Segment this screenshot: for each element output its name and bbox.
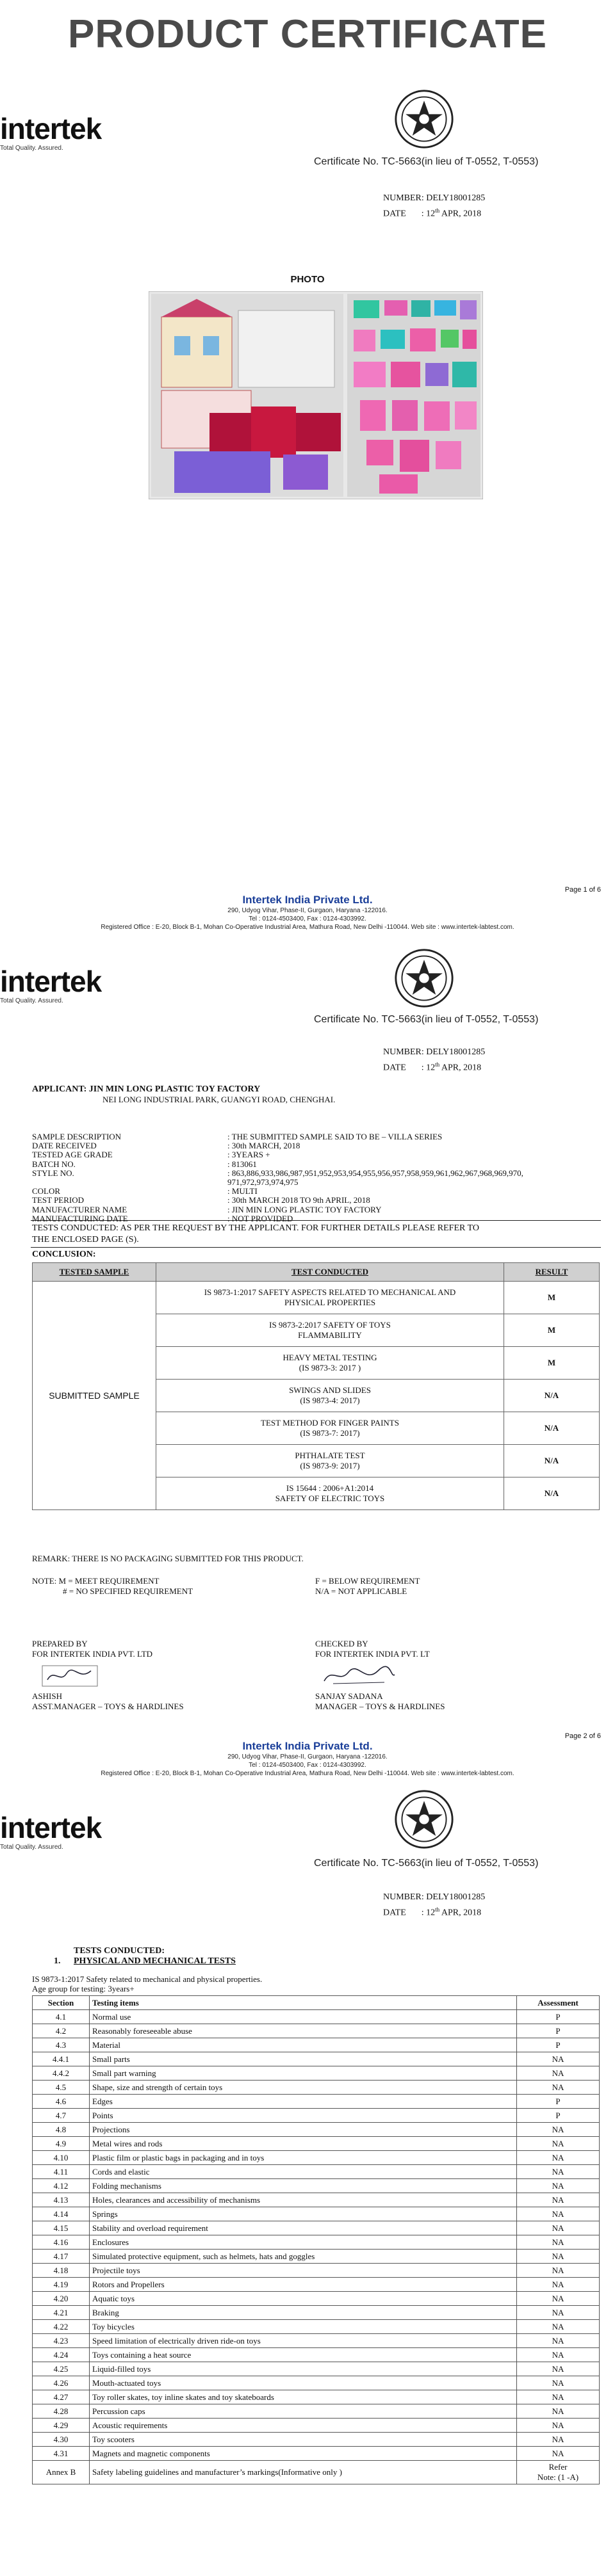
detail-value: : 863,886,933,986,987,951,952,953,954,955,956,957,958,959,961,962,967,968,969,970, <box>227 1168 523 1178</box>
assessment-cell: NA <box>517 2278 600 2292</box>
testing-item-cell: Holes, clearances and accessibility of mechanisms <box>90 2193 517 2207</box>
table-row <box>33 2024 600 2038</box>
section-cell: 4.23 <box>33 2334 90 2348</box>
table-row <box>33 2179 600 2193</box>
section-cell: 4.2 <box>33 2024 90 2038</box>
divider <box>31 1247 601 1248</box>
section-cell: 4.5 <box>33 2081 90 2095</box>
assessment-cell: NA <box>517 2066 600 2081</box>
footer: Intertek India Private Ltd. 290, Udyog Vihar, Phase-II, Gurgaon, Haryana -122016. Tel : 0124-4503400, Fax : 0124-4303992. Registered Office : E-20, Block B-1, Mohan Co-Operative Industrial Area, Mathura Road, New Delhi -110044. Web site : www.intertek-labtest.com. <box>101 894 514 931</box>
conclusion-row <box>33 1282 600 1314</box>
remark: REMARK: THERE IS NO PACKAGING SUBMITTED FOR THIS PRODUCT. <box>32 1554 304 1563</box>
table-row <box>33 2447 600 2461</box>
testing-item-cell: Speed limitation of electrically driven ride-on toys <box>90 2334 517 2348</box>
testing-item-cell: Percussion caps <box>90 2404 517 2419</box>
testing-item-cell: Projectile toys <box>90 2264 517 2278</box>
testing-item-cell: Plastic film or plastic bags in packaging and in toys <box>90 2151 517 2165</box>
assessment-cell: P <box>517 2024 600 2038</box>
table-row <box>33 2066 600 2081</box>
checked-signer: SANJAY SADANA MANAGER – TOYS & HARDLINES <box>315 1691 445 1711</box>
table-row <box>33 2109 600 2123</box>
testing-item-cell: Acoustic requirements <box>90 2419 517 2433</box>
number-line: NUMBER: DELY18001285 <box>383 1047 486 1057</box>
detail-value: : THE SUBMITTED SAMPLE SAID TO BE – VILLA SERIES <box>227 1132 443 1141</box>
divider <box>31 1220 601 1221</box>
testing-item-cell: Toy roller skates, toy inline skates and toy skateboards <box>90 2390 517 2404</box>
table-row <box>33 2390 600 2404</box>
checked-by: CHECKED BY FOR INTERTEK INDIA PVT. LT <box>315 1639 430 1659</box>
header-test-conducted: TEST CONDUCTED <box>156 1263 504 1282</box>
age-group: Age group for testing: 3years+ <box>32 1984 135 1993</box>
detail-label: TESTED AGE GRADE <box>32 1150 113 1160</box>
assessment-cell: NA <box>517 2348 600 2362</box>
testing-item-cell: Stability and overload requirement <box>90 2221 517 2235</box>
detail-value: : 30th MARCH, 2018 <box>227 1141 300 1151</box>
header-section: Section <box>33 1996 90 2010</box>
table-row <box>33 2165 600 2179</box>
assessment-cell: NA <box>517 2207 600 2221</box>
assessment-cell: NA <box>517 2193 600 2207</box>
detail-value: : 30th MARCH 2018 TO 9th APRIL, 2018 <box>227 1195 370 1205</box>
result-cell: M <box>504 1314 600 1347</box>
test-conducted-cell: PHTHALATE TEST (IS 9873-9: 2017) <box>156 1445 504 1477</box>
detail-label: COLOR <box>32 1186 61 1196</box>
applicant-address: NEI LONG INDUSTRIAL PARK, GUANGYI ROAD, CHENGHAI. <box>102 1095 336 1104</box>
testing-item-cell: Points <box>90 2109 517 2123</box>
table-row <box>33 2433 600 2447</box>
section-cell: 4.10 <box>33 2151 90 2165</box>
tests-conducted-note: TESTS CONDUCTED: AS PER THE REQUEST BY THE APPLICANT. FOR FURTHER DETAILS PLEASE REFER TO THE ENCLOSED PAGE (S). <box>32 1223 479 1244</box>
testing-item-cell: Small part warning <box>90 2066 517 2081</box>
section-cell: 4.31 <box>33 2447 90 2461</box>
signature-prepared <box>41 1664 99 1687</box>
assessment-cell: NA <box>517 2221 600 2235</box>
section-cell: 4.17 <box>33 2250 90 2264</box>
section-cell: 4.4.2 <box>33 2066 90 2081</box>
section-cell: 4.22 <box>33 2320 90 2334</box>
assessment-cell: NA <box>517 2419 600 2433</box>
assessment-cell: NA <box>517 2433 600 2447</box>
assessment-cell: NA <box>517 2404 600 2419</box>
mechanical-tests-table <box>32 1995 600 2484</box>
section-cell: 4.19 <box>33 2278 90 2292</box>
assessment-cell: NA <box>517 2306 600 2320</box>
testing-item-cell: Shape, size and strength of certain toys <box>90 2081 517 2095</box>
testing-item-cell: Metal wires and rods <box>90 2137 517 2151</box>
assessment-cell: NA <box>517 2151 600 2165</box>
certificate-number: Certificate No. TC-5663(in lieu of T-0552, T-0553) <box>314 156 539 167</box>
section-cell: 4.26 <box>33 2376 90 2390</box>
section-cell: 4.27 <box>33 2390 90 2404</box>
assessment-cell: NA <box>517 2334 600 2348</box>
testing-item-cell: Rotors and Propellers <box>90 2278 517 2292</box>
footer: Intertek India Private Ltd. 290, Udyog Vihar, Phase-II, Gurgaon, Haryana -122016. Tel : 0124-4503400, Fax : 0124-4303992. Registered Office : E-20, Block B-1, Mohan Co-Operative Industrial Area, Mathura Road, New Delhi -110044. Web site : www.intertek-labtest.com. <box>101 1740 514 1777</box>
assessment-cell: NA <box>517 2137 600 2151</box>
assessment-cell: NA <box>517 2264 600 2278</box>
assessment-cell: NA <box>517 2235 600 2250</box>
test-conducted-cell: IS 9873-2:2017 SAFETY OF TOYS FLAMMABILITY <box>156 1314 504 1347</box>
section-cell: 4.13 <box>33 2193 90 2207</box>
table-row <box>33 2095 600 2109</box>
section-cell: 4.15 <box>33 2221 90 2235</box>
header-tested-sample: TESTED SAMPLE <box>33 1263 156 1282</box>
assessment-cell: NA <box>517 2081 600 2095</box>
table-row <box>33 2038 600 2052</box>
assessment-cell: P <box>517 2038 600 2052</box>
certification-seal-icon <box>393 88 455 150</box>
table-row <box>33 2081 600 2095</box>
detail-label: DATE RECEIVED <box>32 1141 97 1151</box>
table-row <box>33 2334 600 2348</box>
number-line: NUMBER: DELY18001285 <box>383 193 486 203</box>
result-cell: N/A <box>504 1412 600 1445</box>
table-row <box>33 2221 600 2235</box>
assessment-cell: NA <box>517 2320 600 2334</box>
test-conducted-cell: SWINGS AND SLIDES (IS 9873-4: 2017) <box>156 1380 504 1412</box>
section-cell: 4.7 <box>33 2109 90 2123</box>
detail-value: : 813061 <box>227 1159 257 1169</box>
result-cell: N/A <box>504 1477 600 1510</box>
testing-item-cell: Edges <box>90 2095 517 2109</box>
testing-item-cell: Small parts <box>90 2052 517 2066</box>
detail-value: : NOT PROVIDED <box>227 1213 293 1223</box>
assessment-cell: P <box>517 2109 600 2123</box>
assessment-cell: NA <box>517 2447 600 2461</box>
assessment-cell: NA <box>517 2390 600 2404</box>
assessment-cell: P <box>517 2095 600 2109</box>
table-row <box>33 2306 600 2320</box>
result-cell: M <box>504 1347 600 1380</box>
section-cell: 4.8 <box>33 2123 90 2137</box>
annex-row <box>33 2461 600 2484</box>
conclusion-table <box>32 1262 600 1510</box>
section-cell: 4.6 <box>33 2095 90 2109</box>
assessment-cell: NA <box>517 2179 600 2193</box>
standard-intro: IS 9873-1:2017 Safety related to mechanical and physical properties. <box>32 1974 263 1984</box>
photo-label: PHOTO <box>290 274 325 285</box>
test-conducted-cell: IS 15644 : 2006+A1:2014 SAFETY OF ELECTRIC TOYS <box>156 1477 504 1510</box>
page-number: Page 2 of 6 <box>564 1732 601 1740</box>
testing-item-cell: Folding mechanisms <box>90 2179 517 2193</box>
section-cell: 4.4.1 <box>33 2052 90 2066</box>
section-cell: 4.1 <box>33 2010 90 2024</box>
conclusion-label: CONCLUSION: <box>32 1250 96 1259</box>
testing-item-cell: Reasonably foreseeable abuse <box>90 2024 517 2038</box>
date-line: DATE : 12th APR, 2018 <box>383 207 482 219</box>
test-conducted-cell: TEST METHOD FOR FINGER PAINTS (IS 9873-7: 2017) <box>156 1412 504 1445</box>
section-cell: 4.25 <box>33 2362 90 2376</box>
table-row <box>33 2404 600 2419</box>
assessment-cell: P <box>517 2010 600 2024</box>
header-assessment: Assessment <box>517 1996 600 2010</box>
testing-item-cell: Springs <box>90 2207 517 2221</box>
table-row <box>33 2419 600 2433</box>
detail-label: BATCH NO. <box>32 1159 76 1169</box>
detail-value: : MULTI <box>227 1186 258 1196</box>
section-cell: 4.12 <box>33 2179 90 2193</box>
detail-label: MANUFACTURING DATE <box>32 1213 128 1223</box>
note-na: N/A = NOT APPLICABLE <box>315 1586 407 1596</box>
certification-seal-icon <box>393 947 455 1009</box>
assessment-cell: NA <box>517 2052 600 2066</box>
intertek-logo: intertek Total Quality. Assured. <box>0 112 102 152</box>
table-row <box>33 2376 600 2390</box>
table-row <box>33 2292 600 2306</box>
page-number: Page 1 of 6 <box>564 886 601 894</box>
test-conducted-cell: IS 9873-1:2017 SAFETY ASPECTS RELATED TO MECHANICAL AND PHYSICAL PROPERTIES <box>156 1282 504 1314</box>
section-cell: 4.9 <box>33 2137 90 2151</box>
section-cell: 4.20 <box>33 2292 90 2306</box>
number-line: NUMBER: DELY18001285 <box>383 1892 486 1902</box>
date-line: DATE : 12th APR, 2018 <box>383 1906 482 1918</box>
assessment-cell: NA <box>517 2376 600 2390</box>
result-cell: N/A <box>504 1380 600 1412</box>
testing-item-cell: Material <box>90 2038 517 2052</box>
note-no-spec: # = NO SPECIFIED REQUIREMENT <box>63 1586 193 1596</box>
section-number: 1. <box>54 1956 61 1966</box>
note-meet: NOTE: M = MEET REQUIREMENT <box>32 1576 160 1586</box>
detail-label: MANUFACTURER NAME <box>32 1204 127 1214</box>
testing-item-cell: Mouth-actuated toys <box>90 2376 517 2390</box>
table-row <box>33 2278 600 2292</box>
detail-label: TEST PERIOD <box>32 1195 85 1205</box>
header-result: RESULT <box>504 1263 600 1282</box>
section-cell: 4.18 <box>33 2264 90 2278</box>
signature-checked <box>320 1664 397 1687</box>
section-cell: 4.11 <box>33 2165 90 2179</box>
header-testing-items: Testing items <box>90 1996 517 2010</box>
testing-item-cell: Simulated protective equipment, such as helmets, hats and goggles <box>90 2250 517 2264</box>
certification-seal-icon <box>393 1789 455 1850</box>
assessment-cell: NA <box>517 2362 600 2376</box>
table-row <box>33 2052 600 2066</box>
section-cell: Annex B <box>33 2461 90 2484</box>
assessment-cell: Refer Note: (1 -A) <box>517 2461 600 2484</box>
assessment-cell: NA <box>517 2123 600 2137</box>
testing-item-cell: Projections <box>90 2123 517 2137</box>
prepared-by: PREPARED BY FOR INTERTEK INDIA PVT. LTD <box>32 1639 153 1659</box>
section-cell: 4.24 <box>33 2348 90 2362</box>
section-cell: 4.29 <box>33 2419 90 2433</box>
intertek-logo: intertek Total Quality. Assured. <box>0 965 102 1004</box>
certificate-number: Certificate No. TC-5663(in lieu of T-0552, T-0553) <box>314 1858 539 1869</box>
section-cell: 4.28 <box>33 2404 90 2419</box>
testing-item-cell: Toy bicycles <box>90 2320 517 2334</box>
assessment-cell: NA <box>517 2250 600 2264</box>
applicant-name: APPLICANT: JIN MIN LONG PLASTIC TOY FACTORY <box>32 1084 261 1094</box>
testing-item-cell: Safety labeling guidelines and manufacturer’s markings(Informative only ) <box>90 2461 517 2484</box>
section-cell: 4.30 <box>33 2433 90 2447</box>
table-row <box>33 2362 600 2376</box>
testing-item-cell: Enclosures <box>90 2235 517 2250</box>
testing-item-cell: Aquatic toys <box>90 2292 517 2306</box>
prepared-signer: ASHISH ASST.MANAGER – TOYS & HARDLINES <box>32 1691 184 1711</box>
tests-conducted-heading: TESTS CONDUCTED: <box>74 1946 165 1956</box>
detail-value: : 3YEARS + <box>227 1150 270 1160</box>
note-below: F = BELOW REQUIREMENT <box>315 1576 420 1586</box>
table-row <box>33 2348 600 2362</box>
testing-item-cell: Toy scooters <box>90 2433 517 2447</box>
intertek-logo: intertek Total Quality. Assured. <box>0 1811 102 1851</box>
assessment-cell: NA <box>517 2165 600 2179</box>
testing-item-cell: Liquid-filled toys <box>90 2362 517 2376</box>
section-cell: 4.3 <box>33 2038 90 2052</box>
testing-item-cell: Magnets and magnetic components <box>90 2447 517 2461</box>
table-row <box>33 2151 600 2165</box>
tested-sample-cell: SUBMITTED SAMPLE <box>33 1282 156 1510</box>
detail-label: SAMPLE DESCRIPTION <box>32 1132 122 1141</box>
product-photo <box>149 291 483 499</box>
detail-value: 971,972,973,974,975 <box>227 1177 299 1187</box>
certificate-number: Certificate No. TC-5663(in lieu of T-0552, T-0553) <box>314 1014 539 1025</box>
assessment-cell: NA <box>517 2292 600 2306</box>
table-row <box>33 2320 600 2334</box>
result-cell: N/A <box>504 1445 600 1477</box>
detail-label: STYLE NO. <box>32 1168 74 1178</box>
table-row <box>33 2010 600 2024</box>
table-row <box>33 2264 600 2278</box>
date-line: DATE : 12th APR, 2018 <box>383 1061 482 1073</box>
section-cell: 4.21 <box>33 2306 90 2320</box>
table-row <box>33 2207 600 2221</box>
result-cell: M <box>504 1282 600 1314</box>
section-cell: 4.14 <box>33 2207 90 2221</box>
page-title: PRODUCT CERTIFICATE <box>67 12 548 56</box>
section-cell: 4.16 <box>33 2235 90 2250</box>
testing-item-cell: Normal use <box>90 2010 517 2024</box>
test-conducted-cell: HEAVY METAL TESTING (IS 9873-3: 2017 ) <box>156 1347 504 1380</box>
table-row <box>33 2137 600 2151</box>
testing-item-cell: Toys containing a heat source <box>90 2348 517 2362</box>
detail-value: : JIN MIN LONG PLASTIC TOY FACTORY <box>227 1204 382 1214</box>
section-title: PHYSICAL AND MECHANICAL TESTS <box>74 1956 236 1966</box>
table-row <box>33 2250 600 2264</box>
table-row <box>33 2235 600 2250</box>
table-row <box>33 2193 600 2207</box>
testing-item-cell: Braking <box>90 2306 517 2320</box>
testing-item-cell: Cords and elastic <box>90 2165 517 2179</box>
table-row <box>33 2123 600 2137</box>
